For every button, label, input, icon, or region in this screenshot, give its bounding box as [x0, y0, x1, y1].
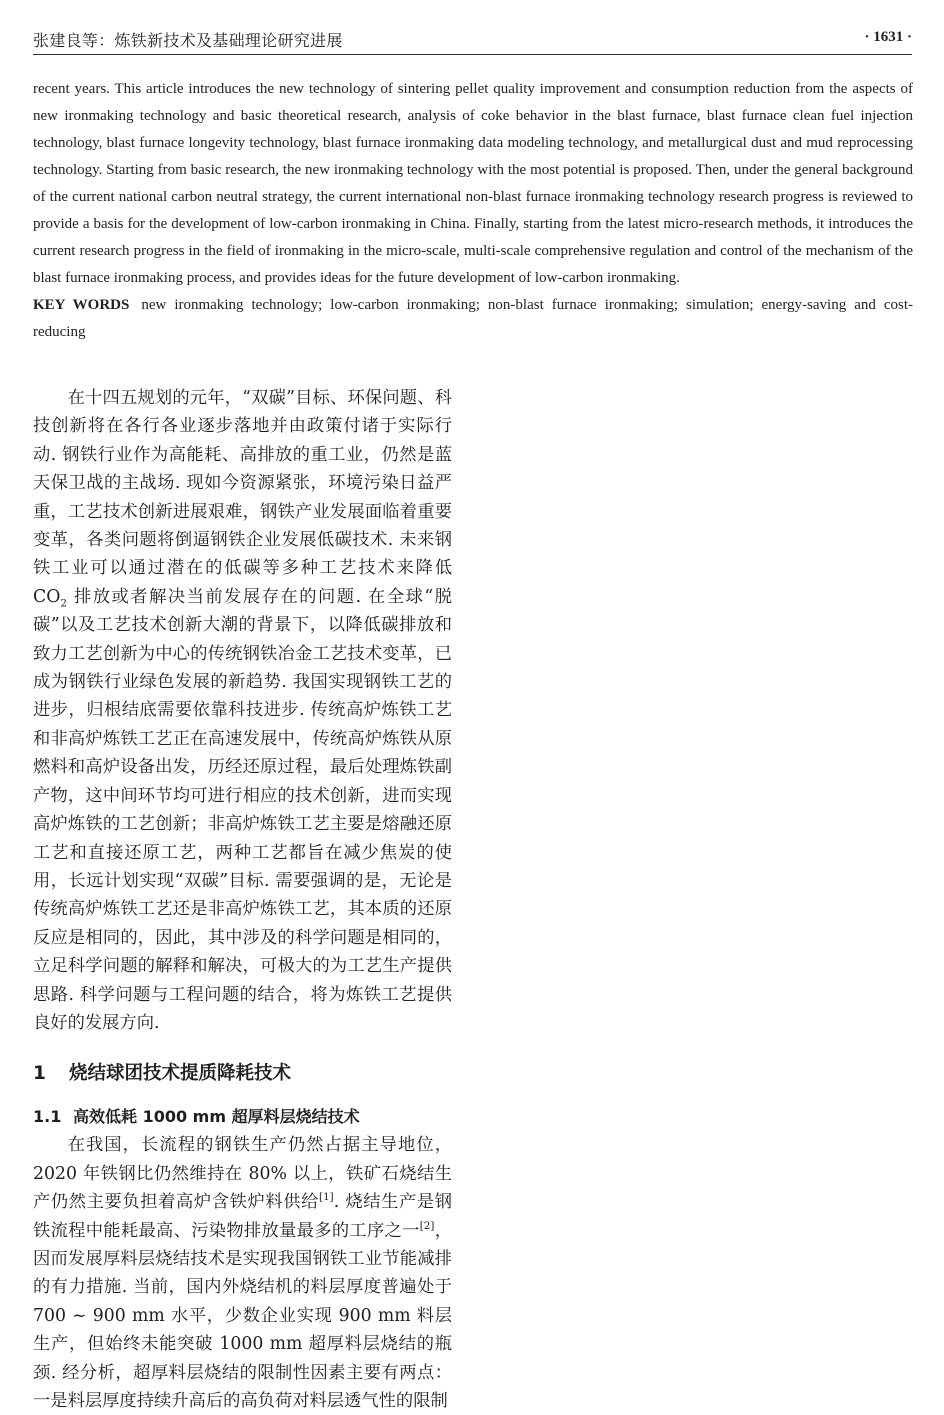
keywords-line: [33, 292, 913, 346]
english-abstract: [33, 76, 913, 346]
intro-text-a: 在十四五规划的元年，“双碳”目标、环保问题、科技创新将在各行各业逐步落地并由政策付诸于实际行动. 钢铁行业作为高能耗、高排放的重工业，仍然是蓝天保卫战的主战场. 现如今资源紧张，环境污染日益严重，工艺技术创新进展艰难，钢铁产业发展面临着重要变革，各类问题将倒逼钢铁企业发展低碳技术. 未来钢铁工业可以通过潜在的低碳等多种工艺技术来降低 CO: [33, 388, 452, 607]
subsection-heading-1-1: [33, 1103, 452, 1131]
para-text: 在我国，长流程的钢铁生产仍然占据主导地位，2020 年铁钢比仍然维持在 80% 以上，铁矿石烧结生产仍然主要负担着高炉含铁炉料供给: [33, 1135, 452, 1213]
section-heading-1: [33, 1061, 452, 1087]
para-text: ，因而发展厚料层烧结技术是实现我国钢铁工业节能减排的有力措施. 当前，国内外烧结机的料层厚度普遍处于 700 ~ 900 mm 水平，少数企业实现 900 mm 料层生产，但始终未能突破 1000 mm 超厚料层烧结的瓶颈. 经分析，超厚料层烧结的限制性因素主要有两点：一是料层厚度持续升高后的高负荷对料层透气性的限制: [33, 1220, 452, 1411]
section-title: 烧结球团技术提质降耗技术: [69, 1063, 292, 1085]
para-text: . 烧结生产是钢铁流程中能耗最高、污染物排放量最多的工序之一: [33, 1192, 452, 1241]
intro-text-b: 排放或者解决当前发展存在的问题. 在全球“脱碳”以及工艺技术创新大潮的背景下，以降低碳排放和致力工艺创新为中心的传统钢铁冶金工艺技术变革，已成为钢铁行业绿色发展的新趋势. 我国实现钢铁工艺的进步，归根结底需要依靠科技进步. 传统高炉炼铁工艺和非高炉炼铁工艺正在高速发展中，传统高炉炼铁从原燃料和高炉设备出发，历经还原过程，最后处理炼铁副产物，这中间环节均可进行相应的技术创新，进而实现高炉炼铁的工艺创新；非高炉炼铁工艺主要是熔融还原工艺和直接还原工艺，两种工艺都旨在减少焦炭的使用，长远计划实现“双碳”目标. 需要强调的是，无论是传统高炉炼铁工艺还是非高炉炼铁工艺，其本质的还原反应是相同的，因此，其中涉及的科学问题是相同的，立足科学问题的解释和解决，可极大的为工艺生产提供思路. 科学问题与工程问题的结合，将为炼铁工艺提供良好的发展方向.: [33, 586, 452, 1033]
section-number: 1: [33, 1063, 46, 1085]
citation-ref-2[interactable]: [2]: [419, 1219, 435, 1232]
subscript: 2: [60, 597, 67, 610]
running-title: 张建良等：炼铁新技术及基础理论研究进展: [33, 33, 343, 50]
keywords-text: new ironmaking technology; low-carbon ironmaking; non-blast furnace ironmaking; simulation; energy-saving and cost-reducing: [33, 297, 914, 340]
citation-ref-1[interactable]: [1]: [319, 1191, 334, 1204]
left-column: [33, 384, 452, 1415]
subsection-number: 1.1: [33, 1107, 62, 1127]
intro-paragraph: [33, 384, 452, 1037]
running-header: [33, 28, 912, 55]
section-1-1-paragraph-1: [33, 1131, 452, 1415]
subsection-title: 高效低耗 1000 mm 超厚料层烧结技术: [73, 1107, 360, 1127]
keywords-label: KEY WORDS: [33, 297, 130, 313]
page-number: · 1631 ·: [864, 29, 912, 45]
abstract-text: recent years. This article introduces the new technology of sintering pellet quality improvement and consumption reduction from the aspects of new ironmaking technology and basic theoretical research, analysis of coke behavior in the blast furnace, blast furnace clean fuel injection technology, blast furnace longevity technology, blast furnace ironmaking data modeling technology, and metallurgical dust and mud reprocessing technology. Starting from basic research, the new ironmaking technology with the most potential is proposed. Then, under the general background of the current national carbon neutral strategy, the current international non-blast furnace ironmaking technology research progress is reviewed to provide a basis for the development of low-carbon ironmaking in China. Finally, starting from the latest micro-research methods, it introduces the current research progress in the field of ironmaking in the micro-scale, multi-scale comprehensive regulation and control of the mechanism of the blast furnace ironmaking process, and provides ideas for the future development of low-carbon ironmaking.: [33, 81, 913, 286]
